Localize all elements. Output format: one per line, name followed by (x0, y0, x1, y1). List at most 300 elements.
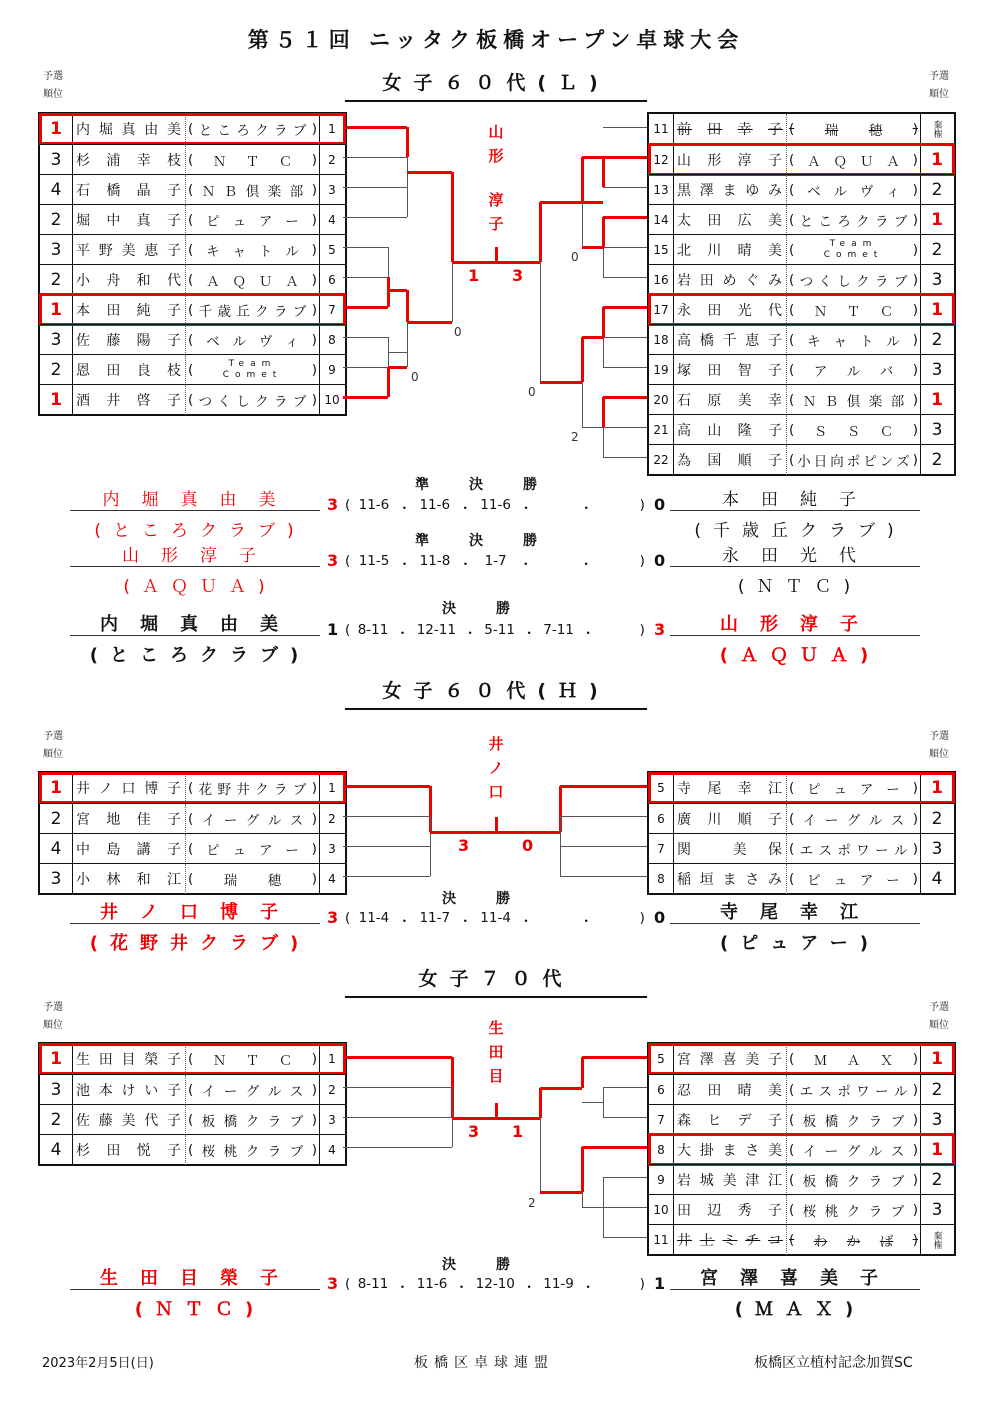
player-club: ( ピ ュ ア ー ) (185, 834, 319, 864)
set-scores: ( 11-6 ・ 11-6 ・ 11-6 ・ ・ ) (345, 497, 645, 517)
player-club: ( イ ー グ ル ス ) (786, 1135, 920, 1165)
bracket-line (343, 1147, 452, 1148)
player2-name: 本田純子 (722, 490, 878, 510)
final-label-b: 決勝 (442, 891, 550, 907)
bracket-line (603, 427, 647, 428)
winner-vertical-a: 山 形 淳 子 (488, 123, 504, 233)
seed-number: 6 (649, 1075, 674, 1105)
bracket-line (602, 157, 605, 187)
rank-label-right-b: 予選 順位 (929, 731, 949, 760)
player1-club: (ＮＴＣ) (134, 1299, 266, 1320)
player1-name: 内堀真由美 (102, 490, 298, 510)
player-club: ( Ｍ Ａ Ｘ ) (786, 1044, 920, 1074)
line-score: 0 (411, 370, 419, 384)
player-name: 佐 藤 美 代 子 (76, 1113, 182, 1129)
bracket-line (560, 876, 647, 877)
player-club: ( イ ー グ ル ス ) (786, 804, 920, 834)
player-club: ( つ く し ク ラ ブ ) (786, 265, 920, 295)
underline (670, 635, 920, 636)
prelim-rank: 3 (40, 325, 73, 355)
player-club: ( 瑞 穂 ) (185, 864, 319, 894)
player-name: 小 舟 和 代 (76, 273, 182, 289)
player-row (40, 833, 345, 864)
prelim-rank: 3 (40, 235, 73, 265)
bracket-line (540, 1087, 582, 1090)
set-scores: ( 11-4 ・ 11-7 ・ 11-4 ・ ・ ) (345, 910, 645, 930)
player-row (40, 803, 345, 834)
prelim-rank: 2 (920, 1165, 953, 1195)
underline (70, 635, 320, 636)
semis-label: 準決勝 (415, 533, 577, 549)
semis-label: 準決勝 (415, 477, 577, 493)
bracket-line (539, 202, 542, 262)
player-club: ( 花 野 井 ク ラ ブ ) (185, 773, 319, 803)
player1-club: (ところクラブ) (89, 645, 311, 666)
player2-club: (ピュアー) (720, 933, 880, 954)
player-row (649, 294, 954, 325)
player-club: ( 桜 桃 ク ラ ブ ) (185, 1135, 319, 1165)
player-name: 井 上 ミ チ コ (677, 1233, 783, 1249)
bracket-line (540, 381, 582, 384)
bracket-line (603, 1177, 647, 1178)
player-club: ( Ｎ Ｔ Ｃ ) (786, 295, 920, 325)
bracket-line (343, 785, 430, 788)
prelim-rank: 3 (40, 864, 73, 894)
player-club: ( キ ャ ト ル ) (786, 325, 920, 355)
bracket-line (603, 1237, 647, 1238)
seed-number: 8 (649, 1135, 674, 1165)
section-title-70: 女子７０代 (345, 964, 647, 998)
player-name: 黒 澤 ま ゆ み (677, 183, 783, 199)
bracket-line (582, 336, 603, 339)
player2-club: (ＮＴＣ) (737, 577, 863, 597)
bracket-line (582, 246, 603, 249)
player-table-left-b (38, 771, 347, 895)
bracket-line (540, 1118, 541, 1192)
player-row (40, 1044, 345, 1074)
set-scores: ( 11-5 ・ 11-8 ・ 1-7 ・ ・ ) (345, 553, 645, 573)
player1-score: 3 (327, 1274, 339, 1293)
player-row (649, 174, 954, 205)
prelim-rank: 1 (920, 1135, 953, 1165)
player-name: 石 橋 晶 子 (76, 183, 182, 199)
player-row (649, 1074, 954, 1105)
bracket-line (603, 1177, 604, 1237)
underline (70, 923, 320, 924)
player-row (649, 414, 954, 445)
prelim-rank: 3 (920, 265, 953, 295)
player-club: ( ベ ル ヴ ィ ) (185, 325, 319, 355)
bracket-line (388, 366, 407, 369)
final-score-right-a: 3 (512, 266, 524, 285)
player-club: ( ベ ル ヴ ィ ) (786, 175, 920, 205)
seed-number: 14 (649, 205, 674, 235)
player-club: ( ア ル バ ) (786, 355, 920, 385)
bracket-line (602, 217, 605, 247)
bracket-line (581, 337, 584, 382)
bracket-line (406, 290, 409, 322)
player-club: ( 瑞 穂 ) (786, 114, 920, 144)
bracket-line (539, 1088, 542, 1118)
player-row (649, 863, 954, 894)
seed-number: 10 (319, 385, 344, 415)
underline (670, 566, 920, 567)
player-club: ( Ａ Ｑ Ｕ Ａ ) (786, 145, 920, 175)
player-club: ( 板 橋 ク ラ ブ ) (786, 1165, 920, 1195)
seed-number: 9 (649, 1165, 674, 1195)
player-name: 為 国 順 子 (677, 453, 783, 469)
bracket-line (452, 1117, 496, 1120)
player-name: 森 ヒ デ 子 (677, 1113, 783, 1129)
rank-label-left-c: 予選 順位 (43, 1002, 63, 1031)
bracket-line (387, 367, 390, 397)
player1-club: (花野井クラブ) (89, 933, 311, 954)
bracket-line (582, 1192, 583, 1207)
player-name: 田 辺 秀 子 (677, 1203, 783, 1219)
player2-name: 山形淳子 (720, 614, 880, 635)
rank-label-right-c: 予選 順位 (929, 1002, 949, 1031)
section-title-60l: 女子６０代(Ｌ) (345, 68, 647, 102)
prelim-rank: 2 (920, 804, 953, 834)
prelim-rank: 1 (920, 145, 953, 175)
player-club: ( Ｎ Ｔ Ｃ ) (185, 145, 319, 175)
player-club: ( Ｓ Ｓ Ｃ ) (786, 415, 920, 445)
bracket-line (582, 1102, 603, 1103)
bracket-line (582, 1056, 647, 1059)
seed-number: 9 (319, 355, 344, 385)
underline (670, 510, 920, 511)
player-name: 大 掛 ま さ 美 (677, 1143, 783, 1159)
player-club: ( キ ャ ト ル ) (185, 235, 319, 265)
bracket-line (496, 1117, 540, 1120)
prelim-rank: 2 (920, 325, 953, 355)
player-club: ( ピ ュ ア ー ) (786, 864, 920, 894)
player-name: 山 形 淳 子 (677, 153, 783, 169)
seed-number: 1 (319, 114, 344, 144)
prelim-rank: 1 (920, 1044, 953, 1074)
player-club: ( と こ ろ ク ラ ブ ) (786, 205, 920, 235)
bracket-line (582, 201, 603, 204)
seed-number: 2 (319, 145, 344, 175)
bracket-line (407, 171, 452, 174)
prelim-rank: 4 (920, 864, 953, 894)
bracket-line (603, 187, 647, 188)
player-name: 高 橋 千 恵 子 (677, 333, 783, 349)
player-row (40, 144, 345, 175)
player1-name: 山形淳子 (122, 546, 278, 566)
bracket-line (582, 202, 583, 247)
player-club: ( Ｎ Ｔ Ｃ ) (185, 1044, 319, 1074)
bracket-line (343, 816, 430, 817)
bracket-line (343, 187, 407, 188)
prelim-rank: 2 (40, 1105, 73, 1135)
player-name: 中 島 講 子 (76, 842, 182, 858)
bracket-line (388, 352, 407, 353)
player-name: 寺 尾 幸 江 (677, 781, 783, 797)
player-row (649, 204, 954, 235)
bracket-line (603, 427, 604, 457)
footer-date: 2023年2月5日(日) (42, 1356, 154, 1371)
prelim-rank: 3 (920, 1195, 953, 1225)
prelim-rank: 3 (920, 1105, 953, 1135)
player-row (40, 384, 345, 415)
player-row (649, 324, 954, 355)
player-row (649, 1194, 954, 1225)
bracket-line (582, 382, 583, 427)
player-club: ( Team Comet ) (185, 355, 319, 385)
winner-vertical-c: 生 田 目 (488, 1019, 504, 1085)
player1-name: 井ノ口博子 (100, 902, 300, 923)
bracket-line (603, 367, 647, 368)
bracket-line (602, 397, 605, 427)
seed-number: 19 (649, 355, 674, 385)
bracket-line (560, 846, 647, 847)
final-score-left-a: 1 (468, 266, 480, 285)
bracket-line (582, 156, 603, 159)
player-name: 杉 田 悦 子 (76, 1143, 182, 1159)
player-name: 関 美 保 (677, 842, 783, 858)
line-score: 0 (454, 325, 462, 339)
player-club: ( 板 橋 ク ラ ブ ) (185, 1105, 319, 1135)
prelim-rank: 3 (40, 145, 73, 175)
player-row (649, 114, 954, 144)
bracket-line (603, 127, 647, 128)
bracket-line (603, 396, 647, 399)
rank-label-right-a: 予選 順位 (929, 71, 949, 100)
player-table-left-c (38, 1042, 347, 1166)
seed-number: 4 (319, 1135, 344, 1165)
bracket-line (581, 1057, 584, 1088)
bracket-line (495, 817, 498, 832)
underline (70, 566, 320, 567)
seed-number: 6 (649, 804, 674, 834)
prelim-rank: 3 (920, 355, 953, 385)
player-club: ( Ａ Ｑ Ｕ Ａ ) (185, 265, 319, 295)
seed-number: 6 (319, 265, 344, 295)
seed-number: 1 (319, 1044, 344, 1074)
player1-club: (ＡＱＵＡ) (123, 577, 277, 597)
player2-score: 1 (654, 1274, 666, 1293)
bracket-line (452, 261, 496, 264)
seed-number: 22 (649, 445, 674, 475)
player-club: ( Team Comet ) (786, 235, 920, 265)
player2-club: (ＡＱＵＡ) (719, 645, 881, 666)
bracket-line (451, 172, 454, 262)
line-score: 2 (571, 430, 579, 444)
player-club: ( Ｎ Ｂ 倶 楽 部 ) (786, 385, 920, 415)
seed-number: 20 (649, 385, 674, 415)
player-club: ( 板 橋 ク ラ ブ ) (786, 1105, 920, 1135)
player-name: 稲 垣 ま さ み (677, 872, 783, 888)
player-name: 恩 田 良 枝 (76, 363, 182, 379)
player-name: 本 田 純 子 (76, 303, 182, 319)
footer-org: 板橋区卓球連盟 (414, 1355, 554, 1371)
seed-number: 5 (319, 235, 344, 265)
bracket-line (343, 876, 430, 877)
section-title-60h: 女子６０代(Ｈ) (345, 676, 647, 710)
final-score-right-b: 0 (522, 836, 534, 855)
seed-number: 8 (649, 864, 674, 894)
player-row (40, 264, 345, 295)
prelim-rank: 1 (920, 295, 953, 325)
prelim-rank: 1 (920, 773, 953, 803)
final-score-left-b: 3 (458, 836, 470, 855)
seed-number: 7 (649, 1105, 674, 1135)
bracket-line (430, 831, 496, 834)
bracket-line (343, 277, 388, 278)
bracket-line (388, 247, 389, 277)
player-name: 前 田 幸 子 (677, 122, 783, 138)
bracket-line (603, 277, 647, 278)
player-row (649, 1224, 954, 1255)
rank-label-left-a: 予選 順位 (43, 71, 63, 100)
bracket-line (603, 1117, 647, 1118)
player2-name: 永田光代 (722, 546, 878, 566)
seed-number: 4 (319, 864, 344, 894)
prelim-rank: 1 (40, 295, 73, 325)
seed-number: 16 (649, 265, 674, 295)
player-name: 内 堀 真 由 美 (76, 122, 182, 138)
prelim-rank: 4 (40, 175, 73, 205)
prelim-rank: 1 (40, 1044, 73, 1074)
player1-score: 3 (327, 551, 339, 570)
seed-number: 3 (319, 834, 344, 864)
player-row (40, 204, 345, 235)
final-label-a: 決勝 (442, 601, 550, 617)
winner-vertical-b: 井 ノ 口 (488, 735, 504, 801)
underline (670, 1289, 920, 1290)
player-name: 岩 城 美 津 江 (677, 1173, 783, 1189)
player-table-left-a (38, 112, 347, 416)
bracket-line (343, 396, 388, 399)
line-score: 0 (571, 250, 579, 264)
seed-number: 7 (649, 834, 674, 864)
player-club: ( 桜 桃 ク ラ ブ ) (786, 1195, 920, 1225)
seed-number: 11 (649, 114, 674, 144)
footer-venue: 板橋区立植村記念加賀SC (754, 1355, 913, 1371)
bracket-line (603, 1207, 647, 1208)
player-row (649, 384, 954, 415)
player-club: ( エ ス ポ ワ ー ル ) (786, 834, 920, 864)
bracket-line (407, 322, 408, 367)
player-table-right-a (647, 112, 956, 476)
bracket-line (495, 1103, 498, 1118)
player-row (40, 1074, 345, 1105)
bracket-line (560, 816, 561, 876)
line-score: 0 (528, 385, 536, 399)
prelim-rank: 棄権 (920, 1225, 953, 1255)
player-row (40, 234, 345, 265)
bracket-line (603, 247, 647, 248)
bracket-line (581, 157, 584, 202)
player-row (649, 264, 954, 295)
player2-name: 宮澤喜美子 (700, 1268, 900, 1289)
player-row (40, 324, 345, 355)
player-name: 高 山 隆 子 (677, 423, 783, 439)
player2-club: (ＭＡＸ) (734, 1299, 866, 1320)
prelim-rank: 2 (40, 205, 73, 235)
underline (70, 1289, 320, 1290)
bracket-line (452, 262, 453, 322)
player-club: ( 千 歳 丘 ク ラ ブ ) (185, 295, 319, 325)
bracket-line (343, 1056, 452, 1059)
rank-label-left-b: 予選 順位 (43, 731, 63, 760)
player-name: 岩 田 め ぐ み (677, 273, 783, 289)
bracket-line (343, 126, 407, 129)
bracket-line (343, 1087, 452, 1088)
player2-club: (千歳丘クラブ) (694, 521, 906, 541)
player-row (40, 863, 345, 894)
bracket-line (603, 216, 647, 219)
player1-name: 生田目榮子 (100, 1268, 300, 1289)
bracket-line (560, 816, 647, 817)
bracket-line (496, 831, 560, 834)
player1-name: 内堀真由美 (100, 614, 300, 635)
seed-number: 7 (319, 295, 344, 325)
player1-score: 1 (327, 620, 339, 639)
underline (670, 923, 920, 924)
player1-club: (ところクラブ) (94, 521, 306, 541)
player-name: 塚 田 智 子 (677, 363, 783, 379)
player-name: 井 ノ 口 博 子 (76, 781, 182, 797)
player-name: 池 本 け い 子 (76, 1083, 182, 1099)
seed-number: 13 (649, 175, 674, 205)
prelim-rank: 2 (40, 265, 73, 295)
player-name: 生 田 目 榮 子 (76, 1052, 182, 1068)
seed-number: 18 (649, 325, 674, 355)
bracket-line (603, 1087, 604, 1117)
player-row (649, 833, 954, 864)
player-table-right-b (647, 771, 956, 895)
prelim-rank: 1 (920, 385, 953, 415)
player-name: 北 川 晴 美 (677, 243, 783, 259)
prelim-rank: 1 (40, 773, 73, 803)
player-name: 宮 澤 喜 美 子 (677, 1052, 783, 1068)
player-row (40, 174, 345, 205)
bracket-line (407, 321, 452, 324)
player1-score: 3 (327, 908, 339, 927)
player-name: 廣 川 順 子 (677, 812, 783, 828)
prelim-rank: 2 (920, 235, 953, 265)
seed-number: 3 (319, 1105, 344, 1135)
final-score-left-c: 3 (468, 1122, 480, 1141)
bracket-line (388, 289, 407, 292)
seed-number: 10 (649, 1195, 674, 1225)
seed-number: 4 (319, 205, 344, 235)
player-name: 太 田 広 美 (677, 213, 783, 229)
seed-number: 3 (319, 175, 344, 205)
seed-number: 5 (649, 1044, 674, 1074)
player-name: 堀 中 真 子 (76, 213, 182, 229)
bracket-line (603, 457, 647, 458)
bracket-line (343, 1117, 452, 1118)
bracket-line (582, 1207, 603, 1208)
player-row (649, 1044, 954, 1074)
bracket-line (540, 262, 541, 382)
bracket-line (343, 247, 388, 248)
player-club: ( イ ー グ ル ス ) (185, 1075, 319, 1105)
prelim-rank: 1 (920, 205, 953, 235)
player-table-right-c (647, 1042, 956, 1256)
bracket-line (496, 261, 540, 264)
player-row (649, 1104, 954, 1135)
bracket-line (343, 337, 388, 338)
bracket-line (540, 1191, 582, 1194)
set-scores: ( 8-11 ・ 12-11 ・ 5-11 ・ 7-11 ・ ) (345, 622, 645, 642)
player-row (40, 114, 345, 144)
bracket-line (343, 157, 407, 158)
set-scores: ( 8-11 ・ 11-6 ・ 12-10 ・ 11-9 ・ ) (345, 1276, 645, 1296)
